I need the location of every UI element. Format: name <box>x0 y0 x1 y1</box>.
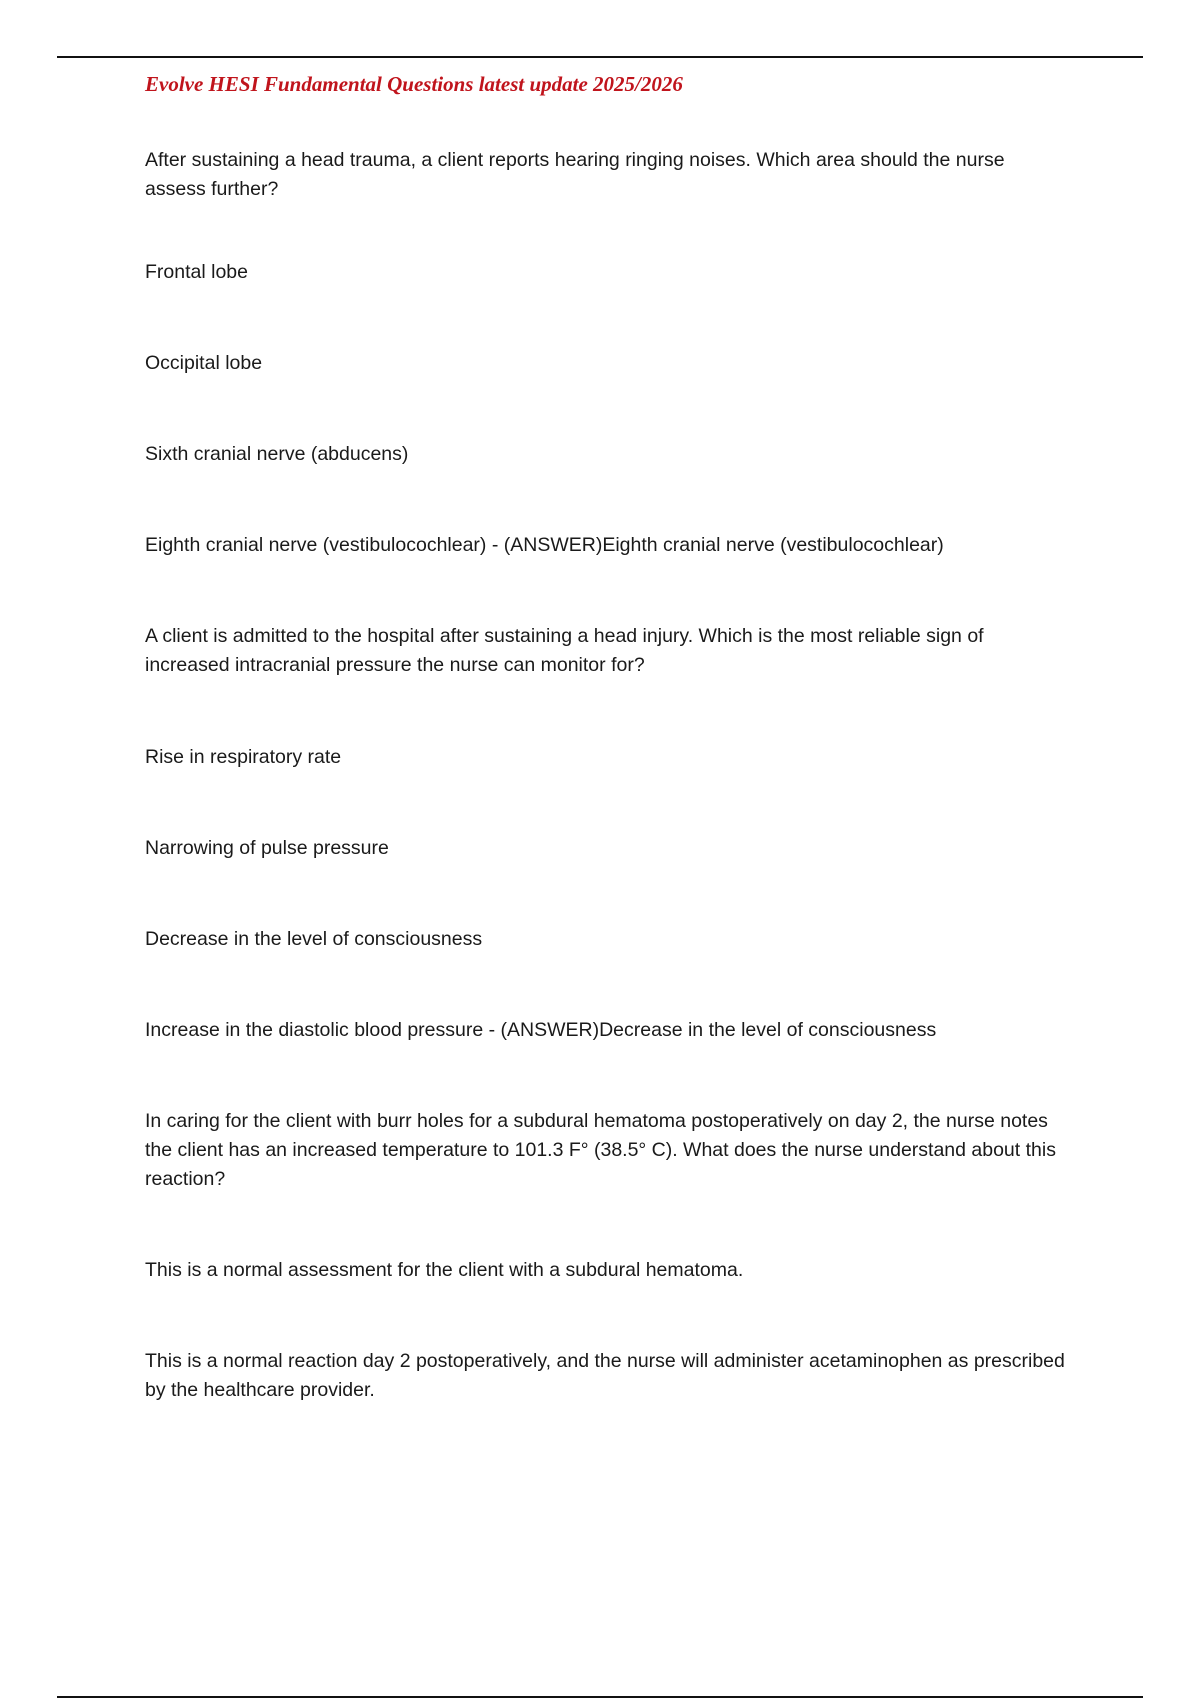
question-2-option: Decrease in the level of consciousness <box>145 928 483 950</box>
question-2-option: Narrowing of pulse pressure <box>145 837 389 859</box>
question-1-answer: Eighth cranial nerve (vestibulocochlear) - (ANSWER)Eighth cranial nerve (vestibulocochlear) <box>145 534 944 556</box>
bottom-rule <box>57 1696 1143 1698</box>
top-rule <box>57 56 1143 58</box>
question-2-option: Rise in respiratory rate <box>145 746 342 768</box>
question-3-text: In caring for the client with burr holes for a subdural hematoma postoperatively on day 2, the nurse notes the client has an increased temperature to 101.3 F° (38.5° C). What does the nurse understand about this reaction? <box>145 1110 1056 1190</box>
page-content <box>145 68 1065 1401</box>
question-3-option: This is a normal reaction day 2 postoperatively, and the nurse will administer acetaminophen as prescribed by the healthcare provider. <box>145 1350 1065 1401</box>
question-1-option: Frontal lobe <box>145 261 248 283</box>
question-2-answer: Increase in the diastolic blood pressure - (ANSWER)Decrease in the level of consciousness <box>145 1019 937 1041</box>
document-title: Evolve HESI Fundamental Questions latest update 2025/2026 <box>145 72 683 96</box>
question-1-option: Occipital lobe <box>145 352 263 374</box>
question-3-option: This is a normal assessment for the client with a subdural hematoma. <box>145 1259 744 1281</box>
question-2-text: A client is admitted to the hospital after sustaining a head injury. Which is the most reliable sign of increased intracranial pressure the nurse can monitor for? <box>145 625 984 676</box>
question-1-option: Sixth cranial nerve (abducens) <box>145 443 409 465</box>
question-1-text: After sustaining a head trauma, a client reports hearing ringing noises. Which area should the nurse assess further? <box>145 149 1005 200</box>
